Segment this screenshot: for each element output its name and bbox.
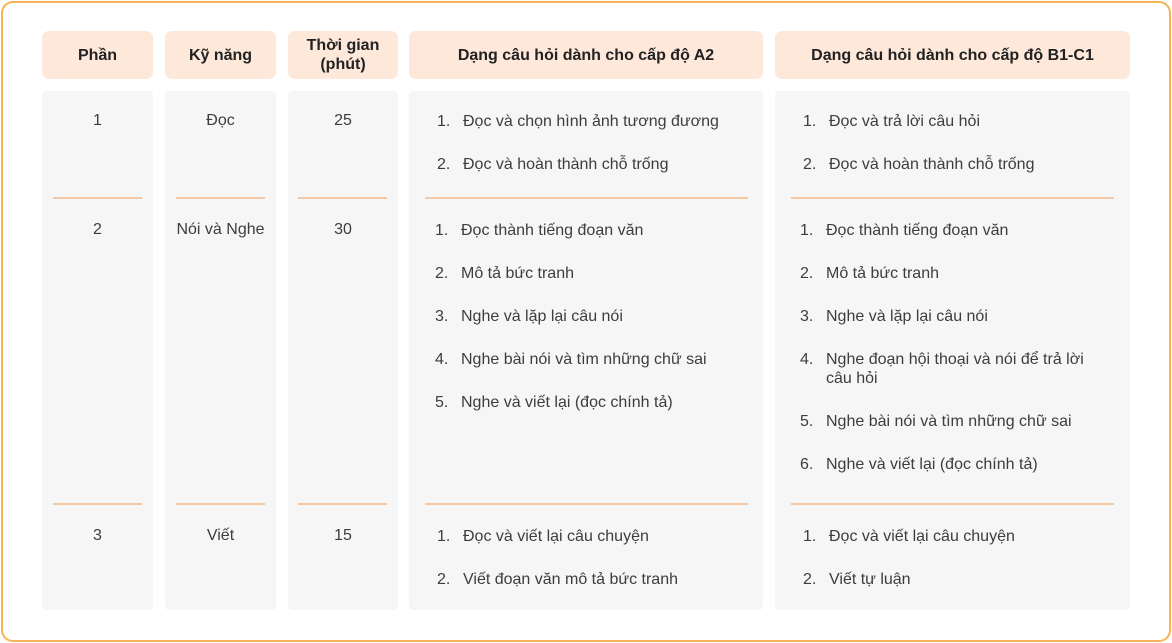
list-item — [803, 155, 1123, 174]
item-number: 2. — [803, 156, 817, 173]
row3-time: 15 — [334, 527, 352, 544]
header-a2-label: Dạng câu hỏi dành cho cấp độ A2 — [457, 46, 715, 64]
item-text: Mô tả bức tranh — [826, 265, 939, 282]
header-b1c1-label: Dạng câu hỏi dành cho cấp độ B1-C1 — [811, 46, 1094, 64]
header-skill — [165, 31, 276, 79]
row1-b1c1-list — [803, 112, 1123, 198]
item-text: Nghe bài nói và tìm những chữ sai — [826, 413, 1072, 430]
list-item — [800, 412, 1110, 431]
row3-b1c1-list — [803, 527, 1123, 613]
list-item — [435, 221, 757, 240]
item-text: Đọc và viết lại câu chuyện — [829, 528, 1015, 545]
item-number: 2. — [800, 265, 814, 282]
row-divider — [791, 197, 1114, 199]
list-item — [800, 264, 1110, 283]
item-number: 3. — [800, 308, 814, 325]
item-number: 2. — [435, 265, 449, 282]
item-number: 6. — [800, 456, 814, 473]
list-item — [437, 112, 757, 131]
item-text: Đọc và viết lại câu chuyện — [463, 528, 649, 545]
item-number: 2. — [803, 571, 817, 588]
row-divider — [298, 197, 387, 199]
item-text: Viết đoạn văn mô tả bức tranh — [463, 571, 678, 588]
item-text: Đọc thành tiếng đoạn văn — [826, 222, 1009, 239]
row2-time: 30 — [334, 221, 352, 238]
list-item — [435, 393, 757, 412]
item-text: Nghe và lặp lại câu nói — [461, 308, 623, 325]
item-number: 1. — [803, 528, 817, 545]
item-text: Mô tả bức tranh — [461, 265, 574, 282]
row1-part: 1 — [93, 112, 102, 129]
item-text: Nghe bài nói và tìm những chữ sai — [461, 351, 707, 368]
row-divider — [176, 197, 265, 199]
item-text: Nghe và lặp lại câu nói — [826, 308, 988, 325]
row-divider — [298, 503, 387, 505]
row1-time: 25 — [334, 112, 352, 129]
row2-a2-list — [435, 221, 757, 436]
item-number: 1. — [800, 222, 814, 239]
item-number: 2. — [437, 571, 451, 588]
list-item — [800, 307, 1110, 326]
row-divider — [53, 503, 142, 505]
list-item — [437, 155, 757, 174]
item-text: Đọc và trả lời câu hỏi — [829, 113, 980, 130]
list-item — [800, 221, 1110, 240]
item-number: 1. — [437, 528, 451, 545]
list-item — [800, 455, 1110, 474]
row1-a2-list — [437, 112, 757, 198]
item-number: 2. — [437, 156, 451, 173]
row1-skill: Đọc — [206, 112, 235, 129]
list-item — [437, 527, 757, 546]
item-number: 1. — [437, 113, 451, 130]
item-number: 1. — [803, 113, 817, 130]
item-number: 5. — [435, 394, 449, 411]
row-divider — [425, 197, 748, 199]
item-number: 4. — [435, 351, 449, 368]
list-item — [435, 264, 757, 283]
item-text: Đọc và hoàn thành chỗ trống — [463, 156, 669, 173]
header-part-label: Phần — [77, 46, 118, 64]
list-item — [803, 112, 1123, 131]
row2-skill: Nói và Nghe — [176, 221, 265, 238]
list-item — [435, 307, 757, 326]
item-text: Đọc và chọn hình ảnh tương đương — [463, 113, 719, 130]
header-b1c1 — [775, 31, 1130, 79]
item-number: 3. — [435, 308, 449, 325]
row2-part: 2 — [93, 221, 102, 238]
list-item — [437, 570, 757, 589]
row3-a2-list — [437, 527, 757, 613]
row-divider — [791, 503, 1114, 505]
row-divider — [425, 503, 748, 505]
header-skill-label: Kỹ năng — [188, 46, 253, 64]
item-number: 1. — [435, 222, 449, 239]
item-text: Viết tự luận — [829, 571, 911, 588]
item-text: Nghe và viết lại (đọc chính tả) — [826, 456, 1038, 473]
item-text: Đọc thành tiếng đoạn văn — [461, 222, 644, 239]
item-text: Nghe đoạn hội thoại và nói để trả lời câu hỏi — [826, 351, 1084, 387]
item-number: 4. — [800, 351, 814, 368]
list-item — [800, 350, 1110, 388]
header-part — [42, 31, 153, 79]
row3-part: 3 — [93, 527, 102, 544]
list-item — [803, 527, 1123, 546]
header-a2 — [409, 31, 763, 79]
list-item — [435, 350, 757, 369]
row2-b1c1-list — [800, 221, 1110, 498]
row-divider — [176, 503, 265, 505]
list-item — [803, 570, 1123, 589]
item-text: Đọc và hoàn thành chỗ trống — [829, 156, 1035, 173]
row-divider — [53, 197, 142, 199]
header-time — [288, 31, 398, 79]
header-time-label: Thời gian (phút) — [306, 37, 380, 73]
row3-skill: Viết — [206, 527, 235, 544]
item-number: 5. — [800, 413, 814, 430]
item-text: Nghe và viết lại (đọc chính tả) — [461, 394, 673, 411]
